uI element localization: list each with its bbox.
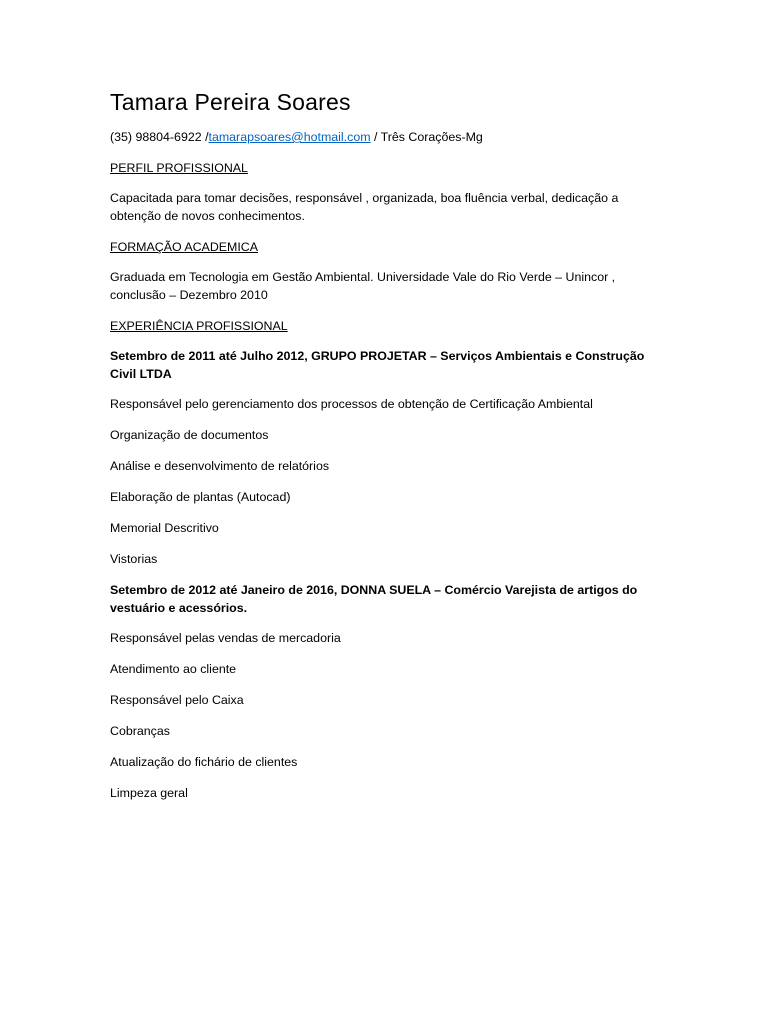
job-duty-item: Vistorias (110, 552, 158, 566)
job-duty-item: Atendimento ao cliente (110, 662, 237, 676)
job-duty-item: Organização de documentos (110, 428, 269, 442)
job-duty-item: Memorial Descritivo (110, 521, 219, 535)
contact-line (110, 128, 650, 146)
job-duty-item: Responsável pelo Caixa (110, 693, 244, 707)
candidate-name: Tamara Pereira Soares (110, 89, 351, 115)
job-duty-item: Responsável pelas vendas de mercadoria (110, 631, 341, 645)
job-title: Setembro de 2012 até Janeiro de 2016, DONNA SUELA – Comércio Varejista de artigos do vestuário e acessórios. (110, 583, 638, 615)
job-duty-item: Cobranças (110, 724, 170, 738)
job-duty-item: Limpeza geral (110, 786, 188, 800)
formacao-text: Graduada em Tecnologia em Gestão Ambiental. Universidade Vale do Rio Verde – Unincor , conclusão – Dezembro 2010 (110, 270, 616, 302)
phone-text: (35) 98804-6922 / (110, 130, 209, 144)
job-duty-item: Atualização do fichário de clientes (110, 755, 298, 769)
email-link[interactable]: tamarapsoares@hotmail.com (208, 130, 371, 144)
job-duty-item: Análise e desenvolvimento de relatórios (110, 459, 330, 473)
section-heading-formacao: FORMAÇÃO ACADEMICA (110, 240, 259, 254)
location-text: / Três Corações-Mg (370, 130, 483, 144)
job-title: Setembro de 2011 até Julho 2012, GRUPO PROJETAR – Serviços Ambientais e Construção Civil LTDA (110, 349, 645, 381)
job-duty-item: Responsável pelo gerenciamento dos processos de obtenção de Certificação Ambiental (110, 397, 593, 411)
perfil-text: Capacitada para tomar decisões, responsável , organizada, boa fluência verbal, dedicação a obtenção de novos conhecimentos. (110, 191, 619, 223)
resume-page (110, 86, 650, 815)
section-heading-perfil: PERFIL PROFISSIONAL (110, 161, 248, 175)
job-duty-item: Elaboração de plantas (Autocad) (110, 490, 291, 504)
section-heading-experiencia: EXPERIÊNCIA PROFISSIONAL (110, 319, 288, 333)
